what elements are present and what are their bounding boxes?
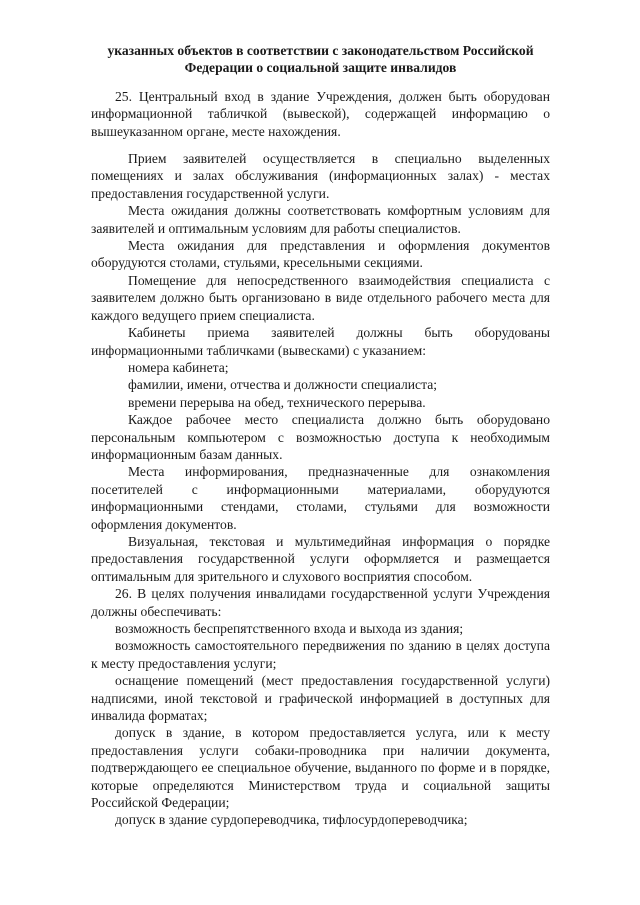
paragraph-25: 25. Центральный вход в здание Учреждения, должен быть оборудован информационной табличкой (вывеской), содержащей информацию о вышеуказанном органе, месте нахождения. <box>91 88 550 139</box>
paragraph-osnashenie: оснащение помещений (мест предоставления государственной услуги) надписями, иной текстовой и графической информацией в доступных для инвалида форматах; <box>91 673 550 724</box>
paragraph-mesta-ozhidaniya: Места ожидания должны соответствовать комфортным условиям для заявителей и оптимальным условиям для работы специалистов. <box>91 203 550 236</box>
section-heading <box>91 42 550 77</box>
paragraph-vozmozhnost-peredvizheniya: возможность самостоятельного передвижения по зданию в целях доступа к месту предоставления услуги; <box>91 638 550 671</box>
list-item-dopusk-surdo: допуск в здание сурдопереводчика, тифлосурдопереводчика; <box>115 812 468 828</box>
list-item-vremeni: времени перерыва на обед, технического перерыва. <box>128 394 426 410</box>
paragraph-dopusk-sobaki: допуск в здание, в котором предоставляется услуга, или к месту предоставления услуги собаки-проводника при наличии документа, подтверждающего ее специальное обучение, выданного по форме и в порядке, которые определяются Министерством труда и социальной защиты Российской Федерации; <box>91 725 550 811</box>
heading-line-2: Федерации о социальной защите инвалидов <box>184 60 457 76</box>
list-item-familii: фамилии, имени, отчества и должности специалиста; <box>128 377 438 393</box>
paragraph-vizualnaya: Визуальная, текстовая и мультимедийная информация о порядке предоставления государственной услуги оформляется и размещается оптимальным для зрительного и слухового восприятия способом. <box>91 533 550 584</box>
paragraph-kazhdoe: Каждое рабочее место специалиста должно быть оборудовано персональным компьютером с возможностью доступа к необходимым информационным базам данных. <box>91 412 550 462</box>
paragraph-mesta-oformleniya: Места ожидания для представления и оформления документов оборудуются столами, стульями, кресельными секциями. <box>91 238 550 271</box>
heading-line-1: указанных объектов в соответствии с законодательством Российской <box>107 43 534 58</box>
paragraph-26: 26. В целях получения инвалидами государственной услуги Учреждения должны обеспечивать: <box>91 586 550 619</box>
list-item-vozmozhnost-vhoda: возможность беспрепятственного входа и выхода из здания; <box>115 621 464 636</box>
paragraph-pomeshenie: Помещение для непосредственного взаимодействия специалиста с заявителем должно быть организовано в виде отдельного рабочего места для каждого ведущего прием специалиста. <box>91 272 550 323</box>
paragraph-kabinety: Кабинеты приема заявителей должны быть оборудованы информационными табличками (вывесками) с указанием: <box>91 325 550 358</box>
list-item-nomer: номера кабинета; <box>128 359 229 375</box>
paragraph-priem: Прием заявителей осуществляется в специально выделенных помещениях и залах обслуживания (информационных залах) - местах предоставления государственной услуги. <box>91 151 550 201</box>
paragraph-mesta-informirovaniya: Места информирования, предназначенные для ознакомления посетителей с информационными материалами, оборудуются информационными стендами, столами, стульями для возможности оформления документов. <box>91 464 550 532</box>
